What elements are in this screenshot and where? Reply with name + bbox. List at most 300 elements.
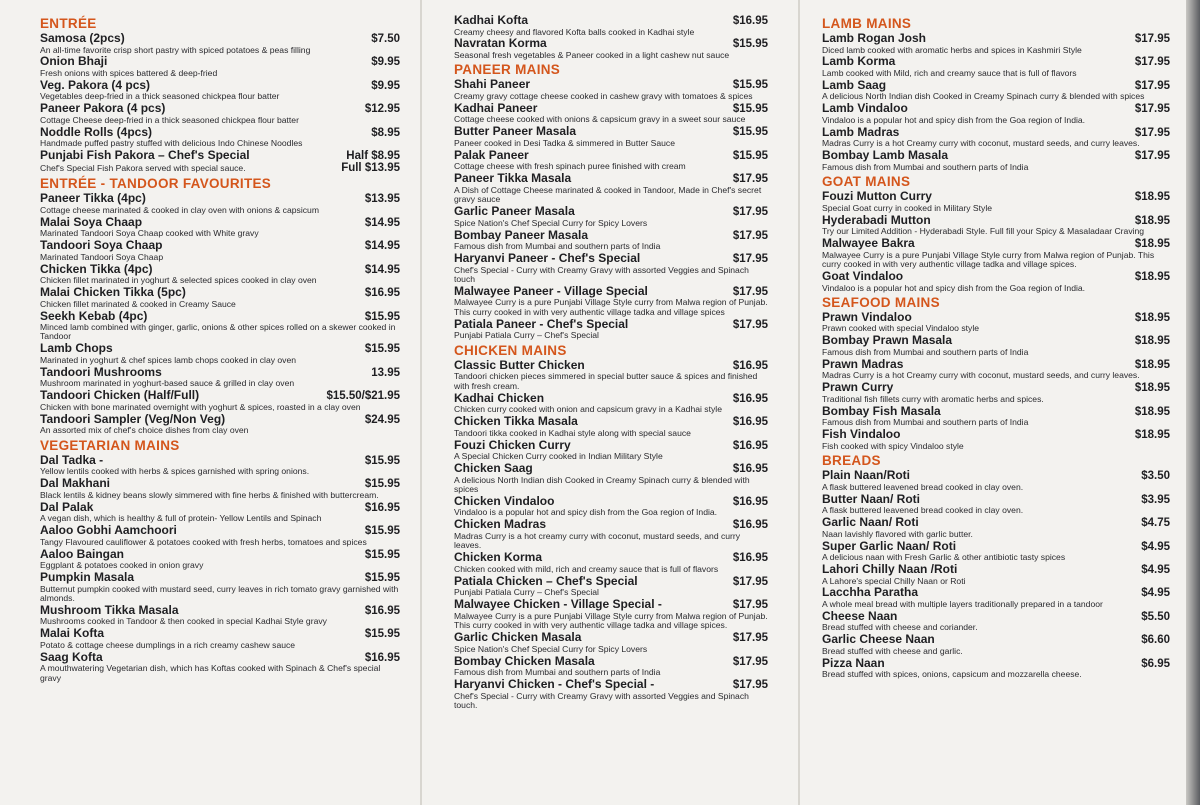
menu-item-name: Chicken Madras [454,517,547,532]
menu-item [454,229,768,252]
menu-item-price: $17.95 [1134,56,1170,69]
menu-item-name: Patiala Paneer - Chef's Special [454,316,629,331]
menu-item-name: Hyderabadi Mutton [822,212,931,227]
menu-item-row [822,381,1170,395]
menu-item-row [822,214,1170,228]
table-background [1186,0,1200,805]
menu-item [822,493,1170,516]
menu-item [822,516,1170,539]
menu-item [454,78,768,101]
menu-item-name: Shahi Paneer [454,77,531,92]
menu-item-row [40,548,400,562]
menu-item-price: $13.95 [364,193,400,206]
menu-item-description: Chicken fillet marinated in yoghurt & selected spices cooked in clay oven [40,275,317,286]
menu-item-price: $4.75 [1141,517,1170,530]
menu-item [40,571,400,603]
menu-item [454,415,768,438]
menu-item [822,79,1170,102]
menu-item-price: $17.95 [732,655,768,668]
menu-item-price: $15.95 [732,79,768,92]
menu-item-row [40,239,400,253]
menu-item-price: $16.95 [732,439,768,452]
menu-item-price: $9.95 [371,79,400,92]
menu-item-name: Lahori Chilly Naan /Roti [822,562,958,577]
menu-item-description: Bread stuffed with cheese and coriander. [822,622,978,633]
menu-item [822,428,1170,451]
menu-item [454,205,768,228]
menu-item-description: A Special Chicken Curry cooked in Indian Military Style [454,451,663,462]
menu-item-name: Aaloo Baingan [40,546,125,561]
menu-item-name: Punjabi Fish Pakora – Chef's Special [40,148,250,163]
menu-item-price: $15.95 [364,525,400,538]
menu-item-price: $18.95 [1134,311,1170,324]
menu-item [822,586,1170,609]
menu-item-price: $3.50 [1141,470,1170,483]
menu-item [40,55,400,78]
menu-item [822,334,1170,357]
menu-item-description: Spice Nation's Chef Special Curry for Spicy Lovers [454,217,648,228]
menu-item [454,125,768,148]
menu-item-row [40,342,400,356]
menu-item-name: Kadhai Kofta [454,13,529,27]
menu-item-name: Dal Makhani [40,476,111,491]
menu-item [40,216,400,239]
menu-item-row [454,149,768,163]
menu-item-description: Punjabi Patiala Curry – Chef's Special [454,587,599,598]
menu-item [40,79,400,102]
menu-item-row [454,318,768,332]
menu-item-name: Noddle Rolls (4pcs) [40,124,153,139]
menu-item-name: Haryanvi Chicken - Chef's Special - [454,677,655,692]
menu-item-description: Cottage Cheese deep-fried in a thick seasoned chickpea flour batter [40,114,299,125]
menu-item-name: Super Garlic Naan/ Roti [822,538,957,553]
menu-item-name: Malwayee Bakra [822,236,915,251]
menu-item-description: Paneer cooked in Desi Tadka & simmered in Butter Sauce [454,137,676,148]
menu-item-row [454,172,768,186]
menu-item [454,37,768,60]
menu-item-description: Vindaloo is a popular hot and spicy dish from the Goa region of India. [454,507,718,518]
menu-item-name: Cheese Naan [822,608,898,623]
menu-item-name: Tandoori Chicken (Half/Full) [40,388,200,403]
menu-item [454,518,768,550]
menu-item [822,358,1170,381]
menu-item-price: $17.95 [732,285,768,298]
menu-item-name: Haryanvi Paneer - Chef's Special [454,251,641,266]
menu-item-row [822,657,1170,671]
menu-item-description: A delicious North Indian dish Cooked in Creamy Spinach curry & blended with spices [454,474,750,495]
menu-item [40,454,400,477]
menu-item-name: Aaloo Gobhi Aamchoori [40,523,177,538]
menu-item [822,657,1170,680]
menu-item-row [40,79,400,93]
menu-item [40,389,400,412]
menu-item-description: Mushrooms cooked in Tandoor & then cooked in special Kadhai Style gravy [40,616,327,627]
menu-item-description: Tandoori chicken pieces simmered in special butter sauce & spices and finished with fresh cream. [454,371,758,391]
menu-item-description: A flask buttered leavened bread cooked in clay oven. [822,481,1024,492]
menu-item-row [822,270,1170,284]
menu-item-row [454,678,768,692]
menu-item-description: Famous dish from Mumbai and southern parts of India [822,346,1029,357]
menu-item-row [40,413,400,427]
menu-item [454,598,768,630]
menu-item-price: $17.95 [1134,126,1170,139]
menu-item-description: Chef's Special Fish Pakora served with special sauce. [40,162,246,173]
menu-item-description: Diced lamb cooked with aromatic herbs and spices in Kashmiri Style [822,44,1082,55]
menu-item-description: Marinated Tandoori Soya Chaap [40,251,164,262]
menu-item [454,631,768,654]
menu-item-name: Prawn Madras [822,356,904,371]
menu-item [40,149,400,174]
menu-item-name: Onion Bhaji [40,54,108,69]
menu-item-description: Marinated in yoghurt & chef spices lamb chops cooked in clay oven [40,354,297,365]
menu-item-row [40,651,400,665]
menu-item-name: Fish Vindaloo [822,427,901,442]
menu-item-name: Bombay Prawn Masala [822,333,953,348]
menu-item-description: Minced lamb combined with ginger, garlic, onions & other spices rolled on a skewer cooked in Tandoor [40,322,396,342]
menu-item [454,575,768,598]
menu-item-name: Malai Soya Chaap [40,214,143,229]
menu-item-name: Bombay Paneer Masala [454,227,589,242]
menu-item-price: $6.95 [1141,657,1170,670]
menu-item-name: Dal Tadka - [40,452,104,467]
menu-item-description: Vindaloo is a popular hot and spicy dish from the Goa region of India. [822,114,1086,125]
menu-item [822,270,1170,293]
menu-item-price: $16.95 [732,359,768,372]
menu-item-price: $18.95 [1134,405,1170,418]
menu-item [822,149,1170,172]
menu-item [454,252,768,284]
menu-item-name: Dal Palak [40,499,94,514]
menu-panel-right [800,0,1200,805]
menu-item-row [454,359,768,373]
menu-item [40,192,400,215]
menu-item [40,548,400,571]
menu-item-row [454,575,768,589]
menu-item-price: $15.95 [364,628,400,641]
menu-item-row [454,78,768,92]
menu-item-name: Fouzi Mutton Curry [822,189,932,204]
menu-item-name: Paneer Tikka (4pc) [40,191,146,206]
menu-item-price: $12.95 [364,103,400,116]
menu-item [40,524,400,547]
menu-item-row [454,205,768,219]
menu-item [822,190,1170,213]
menu-item-price: $8.95 [371,126,400,139]
menu-item-description: Eggplant & potatoes cooked in onion gravy [40,560,204,571]
menu-item-name: Garlic Chicken Masala [454,630,582,645]
menu-item-name: Bombay Lamb Masala [822,148,949,163]
menu-item-name: Chicken Tikka Masala [454,414,578,429]
menu-item [40,366,400,389]
menu-item-name: Veg. Pakora (4 pcs) [40,77,151,92]
menu-item-row [40,571,400,585]
menu-item [822,126,1170,149]
menu-item [40,477,400,500]
menu-item-name: Classic Butter Chicken [454,357,585,372]
menu-item-description: Malwayee Curry is a pure Punjabi Village Style curry from Malwa region of Punjab. This curry cooked in with very authentic village tadka and village spices [454,297,768,317]
menu-item-price: $18.95 [1134,271,1170,284]
menu-item-description: Creamy cheesy and flavored Kofta balls cooked in Kadhai style [454,26,695,37]
menu-item-name: Fouzi Chicken Curry [454,437,571,452]
menu-item-name: Butter Paneer Masala [454,124,577,139]
menu-item-price: $15.95 [364,454,400,467]
menu-item-description: A flask buttered leavened bread cooked in clay oven. [822,505,1024,516]
menu-item [454,14,768,37]
menu-item [454,462,768,494]
menu-item-price: $5.50 [1141,610,1170,623]
menu-item-row [40,163,400,175]
menu-item [454,172,768,204]
menu-item-price: $18.95 [1134,191,1170,204]
menu-item-description: Fresh onions with spices battered & deep-fried [40,67,218,78]
menu-item-description: Prawn cooked with special Vindaloo style [822,323,980,334]
menu-item-price: $14.95 [364,216,400,229]
menu-item [822,214,1170,237]
menu-item-name: Paneer Pakora (4 pcs) [40,101,166,116]
menu-item-price: $18.95 [1134,214,1170,227]
menu-item [40,32,400,55]
menu-item-price: $15.95 [732,149,768,162]
menu-item-row [822,358,1170,372]
menu-item [822,540,1170,563]
section-title: PANEER MAINS [454,62,561,78]
menu-item-price: $15.95 [364,343,400,356]
menu-item-price: $15.50/$21.95 [326,390,400,403]
menu-item-name: Garlic Paneer Masala [454,204,575,219]
menu-item-name: Plain Naan/Roti [822,468,911,483]
menu-item-name: Prawn Vindaloo [822,309,912,324]
menu-item-row [40,102,400,116]
section-title: VEGETARIAN MAINS [40,437,180,453]
menu-item-description: Tangy Flavoured cauliflower & potatoes cooked with fresh herbs, tomatoes and spices [40,536,367,547]
menu-item-row [40,524,400,538]
menu-item-row [822,586,1170,600]
menu-item-row [40,604,400,618]
menu-item [454,102,768,125]
menu-item-row [822,493,1170,507]
menu-item [822,469,1170,492]
menu-item-row [40,366,400,380]
menu-item-price: $24.95 [364,413,400,426]
section-title: ENTRÉE - TANDOOR FAVOURITES [40,176,272,192]
menu-item-row [822,311,1170,325]
menu-item-price: $4.95 [1141,587,1170,600]
menu-item-price: $14.95 [364,263,400,276]
menu-item-name: Malwayee Paneer - Village Special [454,283,648,298]
menu-item-row [822,469,1170,483]
menu-item-row [40,216,400,230]
menu-item-price: 13.95 [371,366,400,379]
menu-item [40,651,400,683]
menu-item-name: Samosa (2pcs) [40,31,125,45]
menu-item-row [454,415,768,429]
menu-item-description: Punjabi Patiala Curry – Chef's Special [454,330,599,341]
menu-item-row [454,285,768,299]
menu-item-name: Lamb Saag [822,77,887,92]
menu-item-name: Chicken Saag [454,461,533,476]
menu-item-row [822,633,1170,647]
menu-item-description: Famous dish from Mumbai and southern parts of India [822,161,1029,172]
menu-item-price: $7.50 [371,33,400,45]
menu-item-name: Bombay Chicken Masala [454,653,595,668]
menu-item-name: Lamb Vindaloo [822,101,908,116]
menu-item-row [822,405,1170,419]
menu-item-description: A whole meal bread with multiple layers traditionally prepared in a tandoor [822,598,1103,609]
menu-item-price: $17.95 [1134,150,1170,163]
menu-item-price: $16.95 [732,552,768,565]
menu-item-name: Tandoori Sampler (Veg/Non Veg) [40,411,226,426]
menu-item-row [40,286,400,300]
menu-item-name: Garlic Cheese Naan [822,632,935,647]
menu-item-row [40,55,400,69]
menu-item-description: Tandoori tikka cooked in Kadhai style along with special sauce [454,427,691,438]
menu-item-description: Lamb cooked with Mild, rich and creamy sauce that is full of flavors [822,67,1077,78]
menu-item-row [454,14,768,28]
menu-item [40,627,400,650]
section-title: LAMB MAINS [822,16,912,31]
menu-item-row [822,32,1170,46]
menu-item-description: A Lahore's special Chilly Naan or Roti [822,575,966,586]
menu-item [822,102,1170,125]
menu-item-row [454,518,768,532]
menu-item-description: Creamy gravy cottage cheese cooked in cashew gravy with tomatoes & spices [454,90,753,101]
menu-item-price: $17.95 [732,679,768,692]
menu-item-name: Pumpkin Masala [40,570,135,585]
menu-item-description: Madras Curry is a hot Creamy curry with coconut, mustard seeds, and curry leaves. [822,138,1140,149]
menu-item-name: Paneer Tikka Masala [454,171,572,186]
menu-item-description: Handmade puffed pastry stuffed with delicious Indo Chinese Noodles [40,138,303,149]
menu-item-name: Palak Paneer [454,147,529,162]
menu-item-price: $16.95 [732,392,768,405]
menu-item [40,286,400,309]
menu-item-name: Patiala Chicken – Chef's Special [454,573,638,588]
menu-item-price: $16.95 [364,604,400,617]
section-title: GOAT MAINS [822,174,911,190]
menu-item-description: Bread stuffed with cheese and garlic. [822,645,963,656]
menu-item-row [454,462,768,476]
menu-item-name: Garlic Naan/ Roti [822,515,919,530]
section-title: ENTRÉE [40,16,97,31]
menu-item-name: Lamb Madras [822,124,900,139]
menu-item-name: Malai Chicken Tikka (5pc) [40,285,186,300]
menu-item-name: Kadhai Chicken [454,390,545,405]
menu-item-row [40,627,400,641]
menu-item-name: Tandoori Mushrooms [40,364,162,379]
menu-item-row [822,126,1170,140]
menu-item-description: An assorted mix of chef's choice dishes from clay oven [40,425,249,436]
menu-item [40,342,400,365]
menu-item-price: $17.95 [732,318,768,331]
menu-item-row [40,263,400,277]
menu-item-row [822,79,1170,93]
menu-item-name: Saag Kofta [40,649,103,664]
menu-item-price: $16.95 [732,416,768,429]
menu-item-name: Mushroom Tikka Masala [40,602,179,617]
menu-item [822,633,1170,656]
menu-item-description: Spice Nation's Chef Special Curry for Spicy Lovers [454,643,648,654]
menu-item [40,102,400,125]
menu-item-price: $18.95 [1134,335,1170,348]
menu-item-description: Vindaloo is a popular hot and spicy dish from the Goa region of India. [822,282,1086,293]
menu-item-price: $17.95 [732,229,768,242]
menu-item-description: Yellow lentils cooked with herbs & spices garnished with spring onions. [40,466,310,477]
menu-item-price-full: Full $13.95 [341,161,400,174]
menu-item-price: $16.95 [732,495,768,508]
menu-item-name: Chicken Korma [454,550,543,565]
menu-item-description: A delicious naan with Fresh Garlic & other antibiotic tasty spices [822,552,1066,563]
menu-item [822,311,1170,334]
menu-item-row [40,389,400,403]
menu-item [40,263,400,286]
menu-item-price: $17.95 [732,253,768,266]
menu-item [454,655,768,678]
menu-item-name: Lamb Rogan Josh [822,31,927,45]
menu-item [454,551,768,574]
menu-item-row [454,495,768,509]
menu-item-name: Prawn Curry [822,380,894,395]
menu-item-name: Malwayee Chicken - Village Special - [454,597,662,612]
menu-item-row [454,102,768,116]
menu-item-price: $18.95 [1134,429,1170,442]
menu-panel-middle [420,0,800,805]
menu-item-price: $6.60 [1141,634,1170,647]
menu-item-price: $18.95 [1134,358,1170,371]
menu-item-name: Butter Naan/ Roti [822,491,921,506]
menu-item [454,359,768,391]
section-title: BREADS [822,453,881,469]
menu-item-description: A mouthwatering Vegetarian dish, which has Koftas cooked with Spinach & Chef's special gravy [40,663,381,683]
menu-item-price: $16.95 [364,287,400,300]
menu-item [40,501,400,524]
menu-item-price: $18.95 [1134,238,1170,251]
menu-item-row [40,477,400,491]
menu-item-price: $16.95 [732,519,768,532]
menu-item-description: Vegetables deep-fried in a thick seasoned chickpea flour batter [40,91,280,102]
menu-item-description: Cottage cheese with fresh spinach puree finished with cream [454,161,686,172]
menu-item-name: Pizza Naan [822,655,885,670]
menu-item-description: Special Goat curry in cooked in Military Style [822,202,993,213]
menu-item-name: Tandoori Soya Chaap [40,238,163,253]
menu-item-price: $16.95 [732,463,768,476]
menu-item-description: Chicken fillet marinated & cooked in Creamy Sauce [40,298,236,309]
menu-item-row [454,229,768,243]
menu-item-description: Cottage cheese marinated & cooked in clay oven with onions & capsicum [40,204,319,215]
menu-item [822,32,1170,55]
menu-item-price: $15.95 [732,38,768,51]
menu-item-price: $4.95 [1141,564,1170,577]
menu-item [40,239,400,262]
menu-item-price: $17.95 [732,632,768,645]
menu-item-price: $16.95 [364,501,400,514]
menu-item-price: $16.95 [364,651,400,664]
menu-item-price: $16.95 [732,15,768,27]
menu-item-description: Seasonal fresh vegetables & Paneer cooked in a light cashew nut sauce [454,49,730,60]
menu-item-row [822,334,1170,348]
menu-item-description: A delicious North Indian dish Cooked in Creamy Spinach curry & blended with spices [822,91,1145,102]
menu-item-row [454,655,768,669]
menu-item [454,285,768,317]
menu-item-row [454,252,768,266]
menu-item-row [822,516,1170,530]
menu-item-row [822,190,1170,204]
menu-item-row [454,37,768,51]
menu-item-row [40,149,400,163]
menu-item-row [822,102,1170,116]
menu-item-row [40,32,400,46]
menu-item-name: Goat Vindaloo [822,269,904,284]
menu-item-row [40,126,400,140]
menu-item-row [454,551,768,565]
